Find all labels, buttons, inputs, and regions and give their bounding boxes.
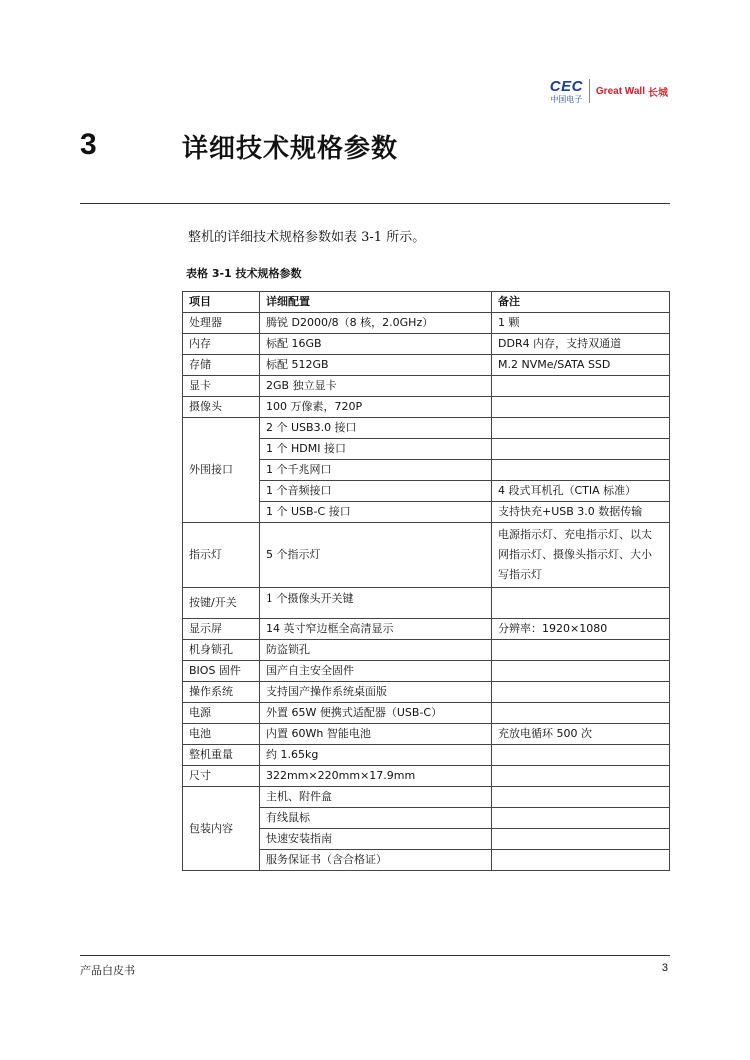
- row-note: [492, 829, 670, 850]
- row-config: 主机、附件盒: [260, 787, 492, 808]
- row-item: 机身锁孔: [183, 640, 260, 661]
- table-row: [183, 787, 670, 808]
- chapter-number: 3: [80, 128, 97, 161]
- cec-logo: [550, 79, 583, 104]
- row-config: 防盗锁孔: [260, 640, 492, 661]
- row-note: [492, 460, 670, 481]
- page-number: 3: [661, 962, 668, 974]
- row-note: [492, 682, 670, 703]
- row-config: 约 1.65kg: [260, 745, 492, 766]
- row-item: 电池: [183, 724, 260, 745]
- row-note: [492, 808, 670, 829]
- table-row: [183, 766, 670, 787]
- row-item: 操作系统: [183, 682, 260, 703]
- row-note: [492, 661, 670, 682]
- note-line: 电源指示灯、充电指示灯、以太: [498, 528, 652, 541]
- row-config: 1 个摄像头开关键: [260, 588, 492, 619]
- header-note: 备注: [492, 292, 670, 313]
- row-item: 内存: [183, 334, 260, 355]
- row-config: 内置 60Wh 智能电池: [260, 724, 492, 745]
- spec-table: [182, 291, 670, 871]
- row-config: 腾锐 D2000/8（8 核，2.0GHz）: [260, 313, 492, 334]
- row-item: 显示屏: [183, 619, 260, 640]
- row-item: 处理器: [183, 313, 260, 334]
- table-row: [183, 355, 670, 376]
- row-config: 100 万像素，720P: [260, 397, 492, 418]
- row-note: 1 颗: [492, 313, 670, 334]
- row-note: [492, 439, 670, 460]
- row-item: 按键/开关: [183, 588, 260, 619]
- greatwall-logo-text: Great Wall: [595, 85, 645, 97]
- row-config: 14 英寸窄边框全高清显示: [260, 619, 492, 640]
- footer-divider: [80, 955, 670, 956]
- table-row: [183, 313, 670, 334]
- table-row: [183, 588, 670, 619]
- table-row: [183, 640, 670, 661]
- row-note: 充放电循环 500 次: [492, 724, 670, 745]
- row-note: 4 段式耳机孔（CTIA 标准）: [492, 481, 670, 502]
- header-divider: [80, 203, 670, 204]
- intro-paragraph: 整机的详细技术规格参数如表 3-1 所示。: [188, 230, 426, 245]
- table-row: [183, 523, 670, 588]
- row-item: 外围接口: [183, 418, 260, 523]
- row-note: [492, 523, 670, 588]
- row-config: 标配 512GB: [260, 355, 492, 376]
- table-row: [183, 397, 670, 418]
- row-config: 服务保证书（含合格证）: [260, 850, 492, 871]
- brand-logo: [550, 74, 668, 108]
- row-config: 1 个音频接口: [260, 481, 492, 502]
- footer-doc-title: 产品白皮书: [80, 964, 135, 977]
- row-config: 1 个 USB-C 接口: [260, 502, 492, 523]
- row-note: [492, 745, 670, 766]
- row-note: [492, 766, 670, 787]
- table-header-row: [183, 292, 670, 313]
- row-config: 国产自主安全固件: [260, 661, 492, 682]
- table-row: [183, 418, 670, 439]
- row-config: 322mm×220mm×17.9mm: [260, 766, 492, 787]
- row-item: 包装内容: [183, 787, 260, 871]
- row-item: 摄像头: [183, 397, 260, 418]
- row-item: 尺寸: [183, 766, 260, 787]
- note-line: 网指示灯、摄像头指示灯、大小: [498, 548, 652, 561]
- row-note: 分辨率：1920×1080: [492, 619, 670, 640]
- row-config: 2 个 USB3.0 接口: [260, 418, 492, 439]
- row-note: M.2 NVMe/SATA SSD: [492, 355, 670, 376]
- row-note: [492, 850, 670, 871]
- row-item: 指示灯: [183, 523, 260, 588]
- row-item: 电源: [183, 703, 260, 724]
- row-config: 1 个千兆网口: [260, 460, 492, 481]
- table-row: [183, 703, 670, 724]
- row-item: 存储: [183, 355, 260, 376]
- cec-logo-text: CEC: [549, 77, 583, 95]
- row-config: 外置 65W 便携式适配器（USB-C）: [260, 703, 492, 724]
- row-item: 显卡: [183, 376, 260, 397]
- row-note: [492, 418, 670, 439]
- note-line: 写指示灯: [498, 568, 542, 581]
- row-config: 1 个 HDMI 接口: [260, 439, 492, 460]
- table-row: [183, 376, 670, 397]
- table-row: [183, 724, 670, 745]
- header-config: 详细配置: [260, 292, 492, 313]
- table-row: [183, 334, 670, 355]
- chapter-title: 详细技术规格参数: [182, 134, 399, 164]
- table-row: [183, 661, 670, 682]
- table-row: [183, 682, 670, 703]
- row-config: 快速安装指南: [260, 829, 492, 850]
- row-note: DDR4 内存，支持双通道: [492, 334, 670, 355]
- cec-logo-cn: 中国电子: [550, 94, 583, 104]
- row-config: 2GB 独立显卡: [260, 376, 492, 397]
- row-item: 整机重量: [183, 745, 260, 766]
- header-item: 项目: [183, 292, 260, 313]
- row-note: [492, 787, 670, 808]
- row-config: 支持国产操作系统桌面版: [260, 682, 492, 703]
- row-config: 5 个指示灯: [260, 523, 492, 588]
- row-note: [492, 588, 670, 619]
- row-config: 标配 16GB: [260, 334, 492, 355]
- row-note: [492, 397, 670, 418]
- greatwall-logo-cn: 长城: [648, 87, 668, 99]
- logo-divider: [589, 79, 590, 103]
- row-item: BIOS 固件: [183, 661, 260, 682]
- greatwall-logo: [596, 84, 668, 99]
- row-config: 有线鼠标: [260, 808, 492, 829]
- table-row: [183, 619, 670, 640]
- table-caption: 表格 3-1 技术规格参数: [186, 267, 302, 280]
- row-note: [492, 703, 670, 724]
- row-note: [492, 640, 670, 661]
- row-note: 支持快充+USB 3.0 数据传输: [492, 502, 670, 523]
- row-note: [492, 376, 670, 397]
- table-row: [183, 745, 670, 766]
